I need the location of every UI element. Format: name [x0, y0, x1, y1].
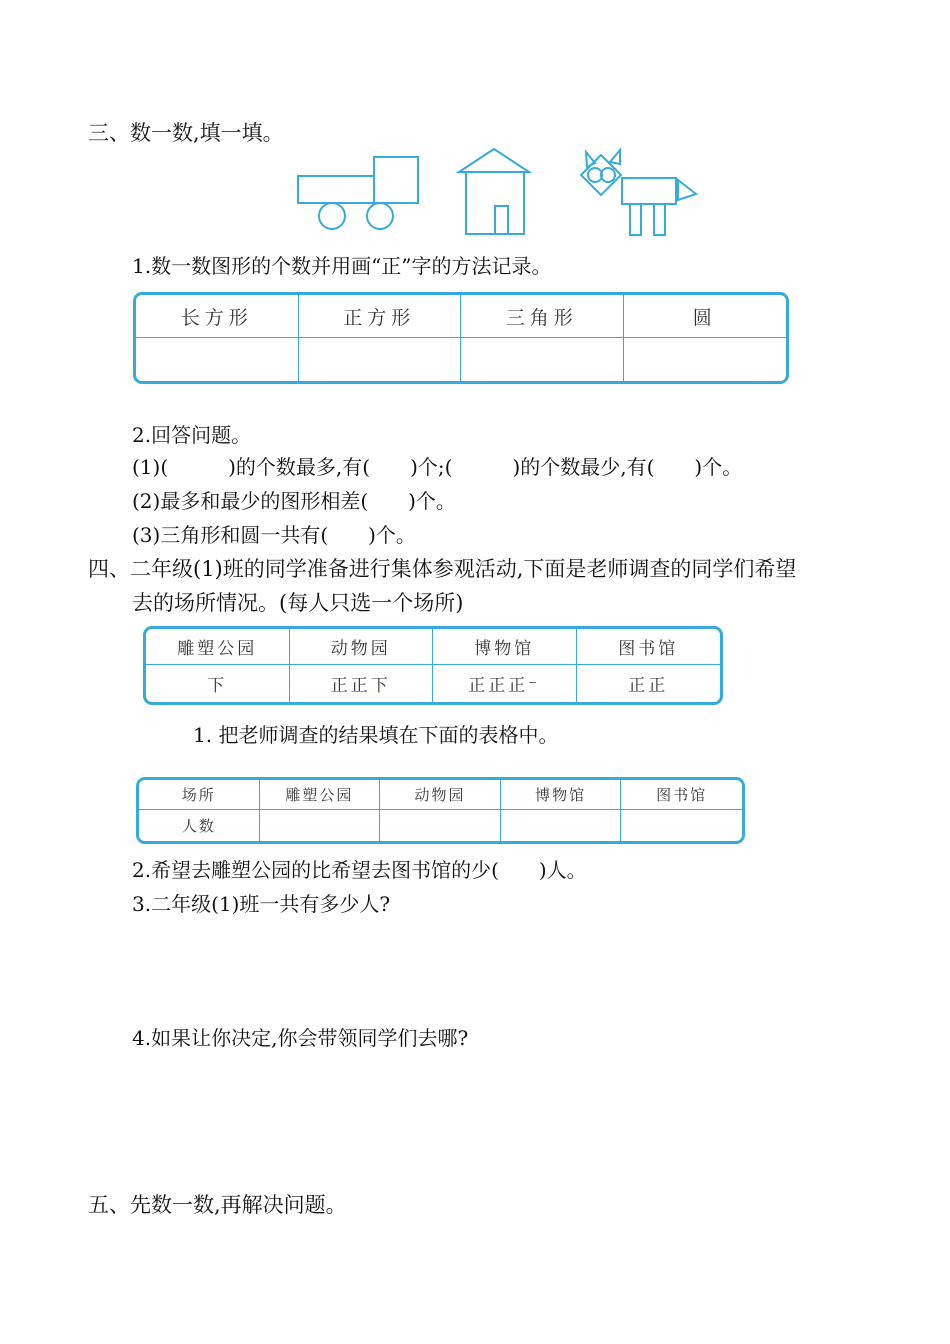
answer-cell[interactable] [299, 338, 462, 381]
header-sculpture-park: 雕塑公园 [260, 780, 381, 810]
truck-cab-rectangle [374, 157, 418, 203]
section4-q1: 1. 把老师调查的结果填在下面的表格中。 [193, 723, 559, 747]
section4-q3: 3.二年级(1)班一共有多少人? [132, 892, 391, 916]
header-museum: 博物馆 [433, 629, 577, 665]
section3-q1: 1.数一数图形的个数并用画“正”字的方法记录。 [132, 254, 552, 278]
truck-wheel-circle [367, 203, 393, 229]
animal-eye-circle [588, 168, 602, 182]
section3-q2: 2.回答问题。 [132, 423, 252, 447]
count-cell[interactable] [260, 810, 381, 841]
section3-q2-3: (3)三角形和圆一共有( )个。 [132, 523, 416, 547]
header-triangle: 三角形 [461, 295, 624, 338]
header-rectangle: 长方形 [136, 295, 299, 338]
section5-title: 五、先数一数,再解决问题。 [88, 1193, 347, 1217]
header-circle: 圆 [624, 295, 787, 338]
section3-q2-2: (2)最多和最少的图形相差( )个。 [132, 489, 456, 513]
section3-q2-1: (1)( )的个数最多,有( )个;( )的个数最少,有( )个。 [132, 455, 743, 479]
header-museum: 博物馆 [501, 780, 622, 810]
row-label-count: 人数 [139, 810, 260, 841]
section4-title-line2: 去的场所情况。(每人只选一个场所) [132, 591, 464, 615]
header-sculpture-park: 雕塑公园 [146, 629, 290, 665]
animal-body-rectangle [622, 178, 676, 204]
truck-body-rectangle [298, 176, 374, 203]
animal-leg-rectangle [630, 204, 641, 235]
section4-q4: 4.如果让你决定,你会带领同学们去哪? [132, 1026, 469, 1050]
animal-figure [581, 150, 696, 235]
tally-cell: 正正下 [290, 665, 434, 702]
header-zoo: 动物园 [380, 780, 501, 810]
tally-cell: 正正 [628, 676, 669, 696]
row-label-place: 场所 [139, 780, 260, 810]
shape-count-table [133, 292, 789, 384]
count-cell[interactable] [380, 810, 501, 841]
animal-eye-circle [601, 168, 615, 182]
section4-title-line1: 四、二年级(1)班的同学准备进行集体参观活动,下面是老师调查的同学们希望 [88, 557, 797, 581]
animal-tail-triangle [678, 180, 696, 200]
header-library: 图书馆 [577, 629, 721, 665]
truck-figure [298, 157, 418, 229]
section3-title: 三、数一数,填一填。 [88, 121, 284, 145]
animal-leg-rectangle [654, 204, 665, 235]
section4-q2: 2.希望去雕塑公园的比希望去图书馆的少( )人。 [132, 858, 587, 882]
tally-cell: 正正正⁻ [433, 665, 577, 702]
header-square: 正方形 [299, 295, 462, 338]
animal-ear-triangle [610, 150, 620, 164]
house-figure [459, 149, 529, 234]
answer-cell[interactable] [136, 338, 299, 381]
answer-cell[interactable] [624, 338, 787, 381]
count-cell[interactable] [621, 810, 742, 841]
header-library: 图书馆 [621, 780, 742, 810]
count-cell[interactable] [501, 810, 622, 841]
shape-figures [290, 143, 710, 243]
truck-wheel-circle [319, 203, 345, 229]
house-roof-triangle [459, 149, 529, 172]
tally-cell: 下 [146, 665, 290, 702]
answer-cell[interactable] [461, 338, 624, 381]
survey-tally-table [143, 626, 723, 705]
house-door-rectangle [495, 206, 508, 234]
header-zoo: 动物园 [290, 629, 434, 665]
survey-result-table [136, 777, 745, 844]
